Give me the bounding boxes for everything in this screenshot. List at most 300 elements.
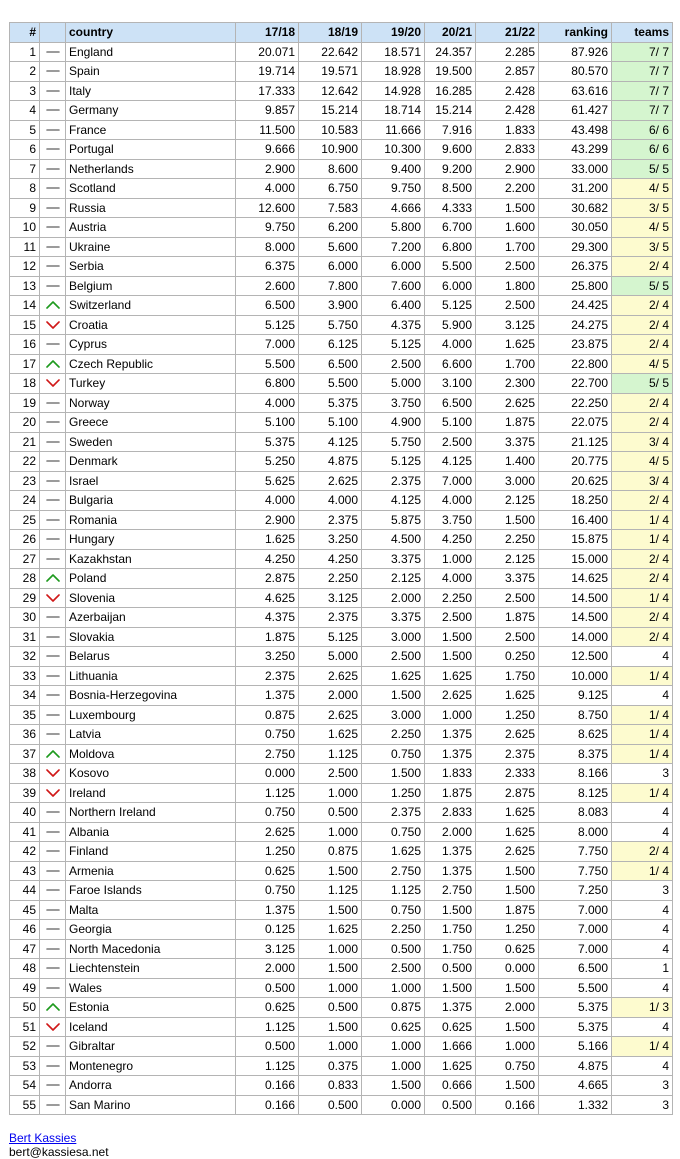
row-17-18: 0.500 [236,978,299,998]
row-21-22: 1.700 [476,237,539,257]
row-18-19: 6.000 [299,257,362,277]
row-teams: 2/ 4 [612,491,673,511]
row-21-22: 1.800 [476,276,539,296]
table-row [10,1056,673,1076]
row-18-19: 7.800 [299,276,362,296]
row-country: Sweden [66,432,236,452]
row-21-22: 1.600 [476,218,539,238]
trend-same-icon [46,437,60,447]
row-teams: 3/ 5 [612,237,673,257]
row-19-20: 6.000 [362,257,425,277]
row-20-21: 1.375 [425,998,476,1018]
trend-same-icon [46,729,60,739]
row-17-18: 4.375 [236,608,299,628]
row-20-21: 1.750 [425,920,476,940]
row-18-19: 4.125 [299,432,362,452]
row-20-21: 1.875 [425,783,476,803]
row-21-22: 2.250 [476,530,539,550]
row-index: 17 [10,354,40,374]
row-21-22: 2.375 [476,744,539,764]
row-teams: 3 [612,881,673,901]
row-ranking: 87.926 [539,42,612,62]
row-20-21: 0.666 [425,1076,476,1096]
row-teams: 5/ 5 [612,374,673,394]
row-21-22: 0.250 [476,647,539,667]
trend-same-icon [46,261,60,271]
row-trend [40,120,66,140]
row-20-21: 3.750 [425,510,476,530]
row-trend [40,588,66,608]
row-20-21: 19.500 [425,62,476,82]
row-21-22: 0.000 [476,959,539,979]
row-ranking: 5.166 [539,1037,612,1057]
table-row [10,1095,673,1115]
row-teams: 3/ 4 [612,432,673,452]
row-21-22: 1.500 [476,881,539,901]
row-country: Georgia [66,920,236,940]
row-index: 28 [10,569,40,589]
row-ranking: 22.700 [539,374,612,394]
row-19-20: 1.000 [362,1037,425,1057]
row-18-19: 12.642 [299,81,362,101]
table-row [10,959,673,979]
row-17-18: 0.125 [236,920,299,940]
trend-up-icon [46,573,60,583]
row-country: Slovakia [66,627,236,647]
row-country: Latvia [66,725,236,745]
row-20-21: 1.833 [425,764,476,784]
row-20-21: 1.375 [425,725,476,745]
row-index: 33 [10,666,40,686]
row-21-22: 3.375 [476,569,539,589]
row-country: Armenia [66,861,236,881]
row-ranking: 6.500 [539,959,612,979]
trend-down-icon [46,320,60,330]
table-row [10,101,673,121]
row-index: 40 [10,803,40,823]
row-18-19: 2.625 [299,666,362,686]
row-country: France [66,120,236,140]
trend-same-icon [46,1061,60,1071]
row-ranking: 31.200 [539,179,612,199]
row-trend [40,959,66,979]
row-country: Denmark [66,452,236,472]
row-17-18: 0.750 [236,725,299,745]
trend-down-icon [46,593,60,603]
row-index: 19 [10,393,40,413]
row-trend [40,1056,66,1076]
row-trend [40,101,66,121]
row-trend [40,900,66,920]
row-21-22: 3.125 [476,315,539,335]
row-20-21: 1.500 [425,647,476,667]
header-teams: teams [612,23,673,43]
row-country: Hungary [66,530,236,550]
row-trend [40,393,66,413]
row-teams: 4 [612,647,673,667]
trend-same-icon [46,105,60,115]
table-row [10,198,673,218]
row-index: 5 [10,120,40,140]
row-ranking: 7.000 [539,900,612,920]
row-20-21: 2.500 [425,608,476,628]
row-18-19: 1.125 [299,744,362,764]
table-row [10,998,673,1018]
row-trend [40,978,66,998]
row-teams: 1/ 3 [612,998,673,1018]
row-17-18: 5.375 [236,432,299,452]
row-18-19: 1.000 [299,1037,362,1057]
row-index: 21 [10,432,40,452]
row-country: Ireland [66,783,236,803]
trend-down-icon [46,1022,60,1032]
row-18-19: 5.600 [299,237,362,257]
row-index: 51 [10,1017,40,1037]
row-20-21: 1.375 [425,861,476,881]
country-ranking-table [9,22,673,1115]
row-21-22: 2.833 [476,140,539,160]
row-teams: 3 [612,1095,673,1115]
table-row [10,569,673,589]
row-18-19: 0.875 [299,842,362,862]
row-index: 8 [10,179,40,199]
header-season-21-22: 21/22 [476,23,539,43]
table-row [10,588,673,608]
row-country: Faroe Islands [66,881,236,901]
row-19-20: 1.500 [362,764,425,784]
row-index: 30 [10,608,40,628]
row-21-22: 1.700 [476,354,539,374]
row-index: 48 [10,959,40,979]
row-21-22: 2.500 [476,627,539,647]
row-19-20: 2.375 [362,803,425,823]
row-19-20: 10.300 [362,140,425,160]
row-18-19: 22.642 [299,42,362,62]
row-17-18: 0.750 [236,881,299,901]
row-ranking: 4.665 [539,1076,612,1096]
row-20-21: 4.333 [425,198,476,218]
trend-same-icon [46,456,60,466]
row-ranking: 61.427 [539,101,612,121]
table-row [10,1037,673,1057]
row-17-18: 3.125 [236,939,299,959]
trend-same-icon [46,144,60,154]
row-index: 44 [10,881,40,901]
row-18-19: 2.375 [299,510,362,530]
row-21-22: 1.500 [476,510,539,530]
row-country: Belgium [66,276,236,296]
row-teams: 1/ 4 [612,725,673,745]
row-19-20: 7.200 [362,237,425,257]
row-trend [40,744,66,764]
table-row [10,276,673,296]
row-trend [40,705,66,725]
header-row [10,23,673,43]
row-trend [40,510,66,530]
row-ranking: 23.875 [539,335,612,355]
row-teams: 1/ 4 [612,783,673,803]
row-teams: 6/ 6 [612,120,673,140]
row-ranking: 22.075 [539,413,612,433]
row-20-21: 2.250 [425,588,476,608]
row-index: 36 [10,725,40,745]
row-18-19: 0.500 [299,1095,362,1115]
row-trend [40,725,66,745]
row-ranking: 7.000 [539,939,612,959]
row-18-19: 7.583 [299,198,362,218]
row-country: Scotland [66,179,236,199]
row-trend [40,881,66,901]
row-21-22: 2.900 [476,159,539,179]
row-teams: 3/ 5 [612,198,673,218]
row-21-22: 2.500 [476,257,539,277]
table-row [10,81,673,101]
row-ranking: 80.570 [539,62,612,82]
trend-same-icon [46,905,60,915]
row-teams: 2/ 4 [612,257,673,277]
row-country: Czech Republic [66,354,236,374]
row-19-20: 2.125 [362,569,425,589]
row-trend [40,627,66,647]
row-index: 23 [10,471,40,491]
row-19-20: 2.500 [362,959,425,979]
row-index: 52 [10,1037,40,1057]
row-country: Poland [66,569,236,589]
trend-same-icon [46,281,60,291]
table-row [10,861,673,881]
row-20-21: 0.500 [425,1095,476,1115]
row-17-18: 2.375 [236,666,299,686]
row-20-21: 1.666 [425,1037,476,1057]
row-ranking: 8.166 [539,764,612,784]
table-row [10,510,673,530]
row-index: 41 [10,822,40,842]
row-20-21: 24.357 [425,42,476,62]
row-18-19: 2.250 [299,569,362,589]
row-21-22: 2.500 [476,296,539,316]
row-teams: 2/ 4 [612,296,673,316]
row-teams: 1/ 4 [612,588,673,608]
row-teams: 3/ 4 [612,471,673,491]
row-teams: 4/ 5 [612,452,673,472]
row-21-22: 2.200 [476,179,539,199]
row-21-22: 1.833 [476,120,539,140]
row-country: Malta [66,900,236,920]
row-17-18: 2.900 [236,159,299,179]
row-17-18: 4.000 [236,179,299,199]
row-index: 20 [10,413,40,433]
trend-same-icon [46,963,60,973]
row-20-21: 4.125 [425,452,476,472]
row-trend [40,42,66,62]
row-trend [40,686,66,706]
row-21-22: 1.500 [476,861,539,881]
trend-same-icon [46,86,60,96]
row-ranking: 8.625 [539,725,612,745]
row-19-20: 18.571 [362,42,425,62]
table-row [10,432,673,452]
row-21-22: 2.125 [476,491,539,511]
trend-same-icon [46,47,60,57]
row-17-18: 9.666 [236,140,299,160]
row-index: 18 [10,374,40,394]
row-ranking: 25.800 [539,276,612,296]
row-country: Wales [66,978,236,998]
row-country: Romania [66,510,236,530]
row-17-18: 0.500 [236,1037,299,1057]
table-row [10,140,673,160]
row-index: 46 [10,920,40,940]
row-ranking: 21.125 [539,432,612,452]
table-header [10,23,673,43]
table-row [10,920,673,940]
header-country: country [66,23,236,43]
table-row [10,822,673,842]
row-trend [40,315,66,335]
row-19-20: 3.375 [362,549,425,569]
row-teams: 2/ 4 [612,842,673,862]
row-ranking: 14.500 [539,588,612,608]
row-18-19: 1.000 [299,978,362,998]
row-index: 24 [10,491,40,511]
row-20-21: 1.000 [425,549,476,569]
row-teams: 7/ 7 [612,81,673,101]
row-teams: 4 [612,822,673,842]
row-17-18: 1.125 [236,783,299,803]
row-20-21: 7.000 [425,471,476,491]
row-country: Cyprus [66,335,236,355]
author-link[interactable]: Bert Kassies [9,1131,77,1145]
row-17-18: 9.857 [236,101,299,121]
table-row [10,705,673,725]
row-ranking: 8.375 [539,744,612,764]
row-19-20: 2.250 [362,725,425,745]
row-19-20: 5.125 [362,452,425,472]
row-trend [40,413,66,433]
row-country: Croatia [66,315,236,335]
trend-same-icon [46,944,60,954]
row-18-19: 5.500 [299,374,362,394]
row-18-19: 1.625 [299,725,362,745]
row-20-21: 1.375 [425,744,476,764]
row-21-22: 2.285 [476,42,539,62]
row-ranking: 7.000 [539,920,612,940]
trend-same-icon [46,554,60,564]
row-21-22: 1.625 [476,686,539,706]
row-index: 14 [10,296,40,316]
row-17-18: 5.500 [236,354,299,374]
row-19-20: 0.750 [362,744,425,764]
row-17-18: 2.000 [236,959,299,979]
row-20-21: 1.625 [425,666,476,686]
row-trend [40,1017,66,1037]
table-row [10,744,673,764]
row-country: Albania [66,822,236,842]
row-19-20: 0.625 [362,1017,425,1037]
row-17-18: 0.625 [236,998,299,1018]
row-21-22: 2.625 [476,842,539,862]
row-21-22: 3.000 [476,471,539,491]
row-teams: 4 [612,978,673,998]
row-19-20: 4.666 [362,198,425,218]
row-trend [40,491,66,511]
row-country: Italy [66,81,236,101]
row-20-21: 9.600 [425,140,476,160]
row-teams: 2/ 4 [612,413,673,433]
row-18-19: 5.125 [299,627,362,647]
row-ranking: 22.800 [539,354,612,374]
table-row [10,335,673,355]
trend-up-icon [46,1002,60,1012]
trend-same-icon [46,203,60,213]
row-19-20: 1.625 [362,666,425,686]
trend-same-icon [46,222,60,232]
row-trend [40,296,66,316]
row-teams: 2/ 4 [612,608,673,628]
row-19-20: 3.000 [362,705,425,725]
row-trend [40,62,66,82]
row-21-22: 1.625 [476,822,539,842]
row-19-20: 0.000 [362,1095,425,1115]
table-row [10,296,673,316]
row-trend [40,140,66,160]
row-20-21: 1.625 [425,1056,476,1076]
row-20-21: 3.100 [425,374,476,394]
row-21-22: 2.428 [476,101,539,121]
row-ranking: 15.000 [539,549,612,569]
row-ranking: 5.500 [539,978,612,998]
row-teams: 4 [612,939,673,959]
row-index: 32 [10,647,40,667]
row-trend [40,666,66,686]
trend-same-icon [46,885,60,895]
trend-same-icon [46,690,60,700]
row-17-18: 1.375 [236,900,299,920]
row-20-21: 16.285 [425,81,476,101]
row-trend [40,764,66,784]
row-19-20: 5.125 [362,335,425,355]
row-trend [40,530,66,550]
row-21-22: 2.875 [476,783,539,803]
row-18-19: 1.500 [299,959,362,979]
header-season-17-18: 17/18 [236,23,299,43]
row-19-20: 5.000 [362,374,425,394]
row-17-18: 6.500 [236,296,299,316]
row-index: 50 [10,998,40,1018]
row-index: 12 [10,257,40,277]
row-18-19: 1.000 [299,822,362,842]
row-20-21: 4.000 [425,335,476,355]
row-20-21: 5.100 [425,413,476,433]
row-ranking: 8.750 [539,705,612,725]
row-ranking: 26.375 [539,257,612,277]
row-ranking: 8.000 [539,822,612,842]
row-trend [40,783,66,803]
row-19-20: 4.125 [362,491,425,511]
row-19-20: 3.750 [362,393,425,413]
trend-same-icon [46,983,60,993]
row-18-19: 3.250 [299,530,362,550]
row-teams: 4 [612,686,673,706]
row-18-19: 5.375 [299,393,362,413]
row-18-19: 1.000 [299,783,362,803]
row-index: 47 [10,939,40,959]
row-teams: 6/ 6 [612,140,673,160]
trend-same-icon [46,534,60,544]
row-country: Moldova [66,744,236,764]
row-19-20: 0.750 [362,900,425,920]
trend-same-icon [46,476,60,486]
